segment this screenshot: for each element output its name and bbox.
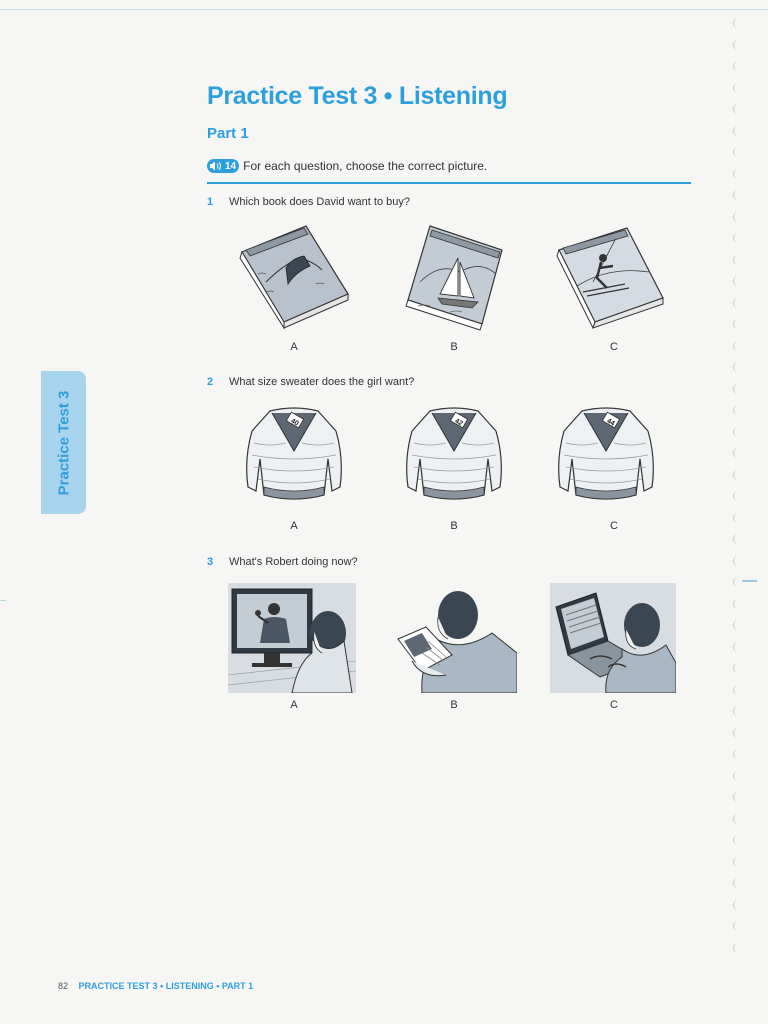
- binder-ring: [733, 642, 740, 652]
- binder-ring: [733, 792, 740, 802]
- question-2: [207, 376, 414, 388]
- instruction-text: For each question, choose the correct picture.: [243, 159, 488, 173]
- footer-text: PRACTICE TEST 3 • LISTENING • PART 1: [78, 981, 254, 991]
- binder-ring: [733, 470, 740, 480]
- instruction-rule: [207, 182, 691, 184]
- binder-ring: [733, 857, 740, 867]
- instruction-line: [207, 157, 487, 175]
- binder-ring: [733, 40, 740, 50]
- binder-ring: [733, 706, 740, 716]
- binder-ring: [733, 61, 740, 71]
- binder-ring: [733, 126, 740, 136]
- binder-ring: [733, 491, 740, 501]
- option-label-a: A: [290, 341, 298, 353]
- audio-track-badge[interactable]: [207, 159, 239, 173]
- speaker-icon: [209, 160, 223, 172]
- sweater-size-42-picture[interactable]: [400, 403, 508, 505]
- binder-ring: [733, 362, 740, 372]
- question-text: What's Robert doing now?: [229, 556, 358, 568]
- binder-ring: [733, 556, 740, 566]
- binder-ring: [733, 577, 740, 587]
- binder-ring: [733, 427, 740, 437]
- option-label-c: C: [610, 341, 618, 353]
- binder-ring: [733, 341, 740, 351]
- question-3: [207, 556, 358, 568]
- section-side-tab: [41, 371, 86, 514]
- option-label-b: B: [450, 520, 458, 532]
- question-text: What size sweater does the girl want?: [229, 376, 415, 388]
- binder-ring: [733, 814, 740, 824]
- edge-mark: [0, 600, 6, 601]
- binder-ring: [733, 663, 740, 673]
- page-title: Practice Test 3 • Listening: [207, 82, 508, 110]
- binder-ring: [733, 878, 740, 888]
- option-label-c: C: [610, 699, 618, 711]
- option-label-b: B: [450, 699, 458, 711]
- binder-ring: [733, 212, 740, 222]
- binder-ring: [733, 405, 740, 415]
- page-footer: [58, 981, 253, 991]
- question-number: 2: [207, 376, 214, 388]
- binder-ring: [733, 319, 740, 329]
- question-number: 3: [207, 556, 214, 568]
- watching-tv-picture[interactable]: [228, 583, 356, 693]
- binder-ring: [733, 835, 740, 845]
- binder-ring: [733, 620, 740, 630]
- question-1: [207, 196, 410, 208]
- binder-ring: [733, 384, 740, 394]
- binder-ring: [733, 448, 740, 458]
- page-number: 82: [58, 981, 69, 991]
- binder-ring: [733, 276, 740, 286]
- binder-ring: [733, 943, 740, 953]
- sweater-size-40-picture[interactable]: [240, 403, 348, 505]
- side-tab-label: Practice Test 3: [55, 390, 72, 495]
- book-swimmer-picture[interactable]: [236, 222, 354, 330]
- binder-ring: [733, 18, 740, 28]
- sweater-size-tag: 44: [605, 417, 616, 428]
- sweater-size-44-picture[interactable]: [552, 403, 660, 505]
- binder-ring: [733, 169, 740, 179]
- binder-ring: [733, 147, 740, 157]
- binder-ring: [733, 513, 740, 523]
- binder-ring: [733, 728, 740, 738]
- option-label-c: C: [610, 520, 618, 532]
- option-label-a: A: [290, 699, 298, 711]
- sweater-size-tag: 40: [289, 417, 300, 428]
- question-number: 1: [207, 196, 214, 208]
- binder-ring: [733, 749, 740, 759]
- reading-book-picture[interactable]: [392, 583, 517, 693]
- book-skier-picture[interactable]: [553, 222, 668, 330]
- part-heading: Part 1: [207, 125, 249, 142]
- using-laptop-picture[interactable]: [550, 583, 676, 693]
- binder-ring: [733, 685, 740, 695]
- binder-ring: [733, 599, 740, 609]
- edge-mark: [742, 580, 757, 582]
- sweater-size-tag: 42: [453, 417, 464, 428]
- binder-ring: [733, 771, 740, 781]
- binder-ring: [733, 298, 740, 308]
- question-text: Which book does David want to buy?: [229, 196, 410, 208]
- binder-ring: [733, 534, 740, 544]
- option-label-b: B: [450, 341, 458, 353]
- option-label-a: A: [290, 520, 298, 532]
- binder-ring: [733, 190, 740, 200]
- top-rule: [0, 9, 768, 10]
- book-sailboat-picture[interactable]: [400, 222, 512, 332]
- track-number: 14: [225, 160, 237, 172]
- binder-ring: [733, 233, 740, 243]
- binder-ring: [733, 104, 740, 114]
- binder-ring: [733, 900, 740, 910]
- binder-ring: [733, 255, 740, 265]
- binder-ring: [733, 921, 740, 931]
- binder-ring: [733, 83, 740, 93]
